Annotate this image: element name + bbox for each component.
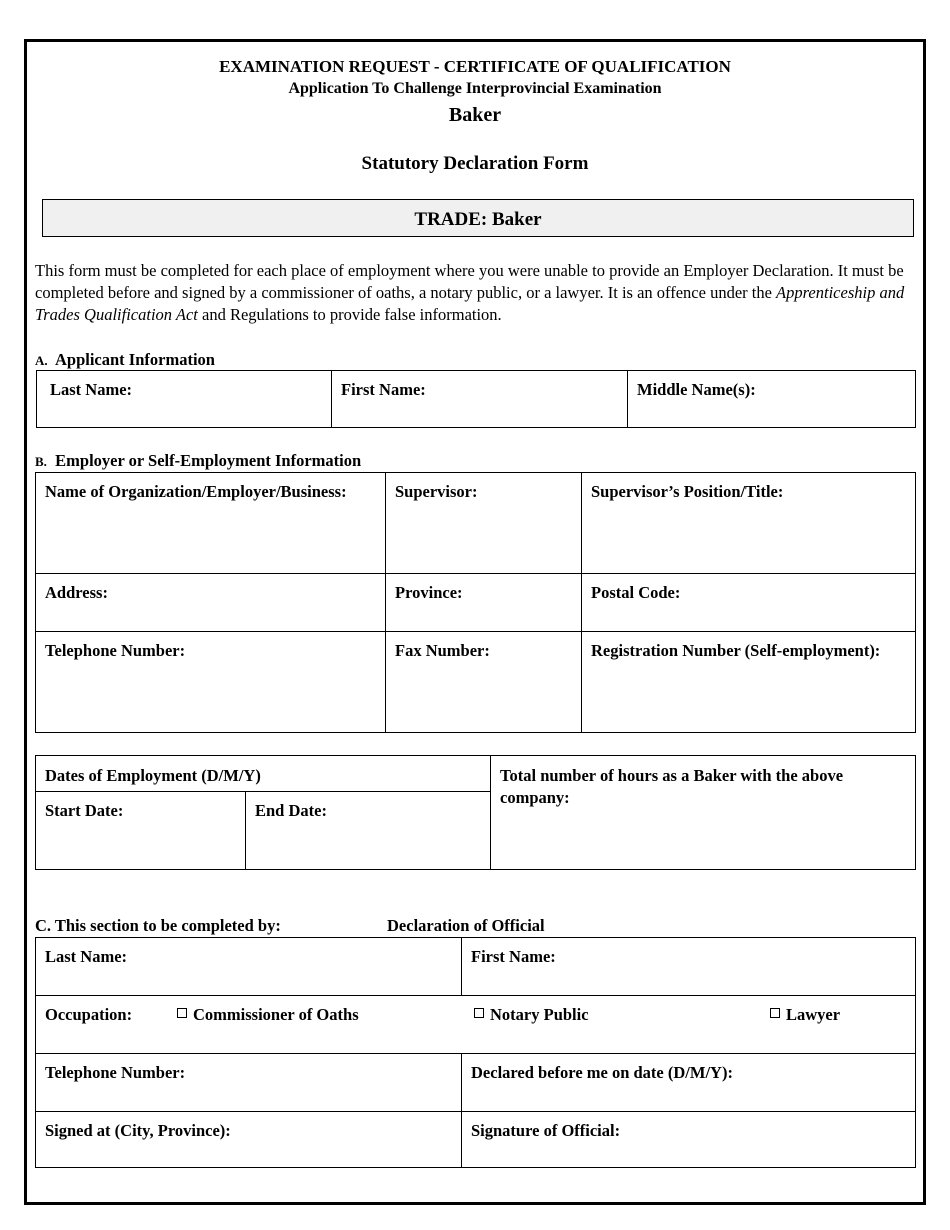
fax-number-label: Fax Number: — [395, 641, 490, 660]
occupation-label: Occupation: — [45, 1005, 133, 1024]
dates-heading: Dates of Employment (D/M/Y) — [45, 766, 261, 785]
trade-heading: Baker — [448, 104, 502, 126]
employer-telephone-field[interactable] — [36, 632, 386, 733]
organization-name-field[interactable] — [36, 473, 386, 574]
official-first-name-label: First Name: — [471, 947, 556, 966]
intro-act-name: Apprenticeship and Trades Qualification Act — [35, 283, 905, 324]
organization-name-label: Name of Organization/Employer/Business: — [45, 482, 347, 501]
section-c-title: C. This section to be completed by: — [35, 916, 281, 935]
section-a-title: Applicant Information — [54, 350, 215, 369]
registration-number-label: Registration Number (Self-employment): — [591, 641, 881, 660]
supervisor-title-field[interactable] — [582, 473, 916, 574]
applicant-last-name-field[interactable] — [37, 371, 332, 428]
supervisor-label: Supervisor: — [395, 482, 478, 501]
total-hours-label: Total number of hours as a Baker with the above company: — [500, 766, 844, 807]
applicant-table — [36, 370, 916, 428]
form-title: EXAMINATION REQUEST - CERTIFICATE OF QUALIFICATION — [219, 57, 731, 76]
total-hours-field[interactable] — [491, 756, 916, 870]
signed-at-field[interactable] — [36, 1112, 462, 1168]
intro-text-before: This form must be completed for each place of employment where you were unable to provide an Employer Declaration. It must be completed before and signed by a commissioner of oaths, a notary public, or a lawyer. It is an offence under the — [35, 261, 904, 302]
section-a-heading — [35, 350, 215, 370]
applicant-last-name-label: Last Name: — [50, 380, 133, 399]
option-lawyer[interactable] — [770, 1004, 840, 1026]
declared-date-field[interactable] — [462, 1054, 916, 1112]
applicant-middle-name-label: Middle Name(s): — [637, 380, 756, 399]
applicant-middle-name-field[interactable] — [628, 371, 916, 428]
end-date-label: End Date: — [255, 801, 327, 820]
address-label: Address: — [45, 583, 108, 602]
trade-box: TRADE: Baker — [42, 199, 914, 237]
signed-at-label: Signed at (City, Province): — [45, 1121, 231, 1140]
end-date-field[interactable] — [246, 792, 491, 870]
declared-date-label: Declared before me on date (D/M/Y): — [471, 1063, 733, 1082]
notary-label: Notary Public — [490, 1005, 589, 1024]
supervisor-field[interactable] — [386, 473, 582, 574]
notary-checkbox[interactable] — [474, 1008, 484, 1018]
official-signature-label: Signature of Official: — [471, 1121, 621, 1140]
lawyer-label: Lawyer — [786, 1005, 841, 1024]
official-last-name-label: Last Name: — [45, 947, 128, 966]
province-field[interactable] — [386, 574, 582, 632]
lawyer-checkbox[interactable] — [770, 1008, 780, 1018]
option-commissioner-of-oaths[interactable] — [177, 1004, 359, 1026]
official-last-name-field[interactable] — [36, 938, 462, 996]
postal-code-field[interactable] — [582, 574, 916, 632]
section-c-subtitle: Declaration of Official — [387, 916, 545, 935]
option-notary-public[interactable] — [474, 1004, 589, 1026]
employer-table — [35, 472, 916, 733]
occupation-row — [36, 996, 916, 1054]
start-date-label: Start Date: — [45, 801, 124, 820]
applicant-first-name-field[interactable] — [332, 371, 628, 428]
form-subtitle: Application To Challenge Interprovincial Examination — [288, 80, 662, 97]
intro-text-after: and Regulations to provide false information. — [197, 305, 502, 324]
section-b-title: Employer or Self-Employment Information — [55, 451, 362, 470]
dates-heading-cell — [36, 756, 491, 792]
address-field[interactable] — [36, 574, 386, 632]
postal-code-label: Postal Code: — [591, 583, 681, 602]
section-b-letter: B. — [35, 454, 47, 469]
supervisor-title-label: Supervisor’s Position/Title: — [591, 482, 784, 501]
official-signature-field[interactable] — [462, 1112, 916, 1168]
official-table — [35, 937, 916, 1168]
official-telephone-field[interactable] — [36, 1054, 462, 1112]
dates-table — [35, 755, 916, 870]
start-date-field[interactable] — [36, 792, 246, 870]
registration-number-field[interactable] — [582, 632, 916, 733]
section-b-heading — [35, 451, 361, 471]
form-name: Statutory Declaration Form — [361, 153, 589, 174]
section-a-letter: A. — [35, 353, 48, 368]
intro-paragraph — [35, 260, 915, 326]
commissioner-label: Commissioner of Oaths — [193, 1005, 359, 1024]
province-label: Province: — [395, 583, 463, 602]
fax-number-field[interactable] — [386, 632, 582, 733]
commissioner-checkbox[interactable] — [177, 1008, 187, 1018]
applicant-first-name-label: First Name: — [341, 380, 426, 399]
employer-telephone-label: Telephone Number: — [45, 641, 186, 660]
official-first-name-field[interactable] — [462, 938, 916, 996]
official-telephone-label: Telephone Number: — [45, 1063, 186, 1082]
